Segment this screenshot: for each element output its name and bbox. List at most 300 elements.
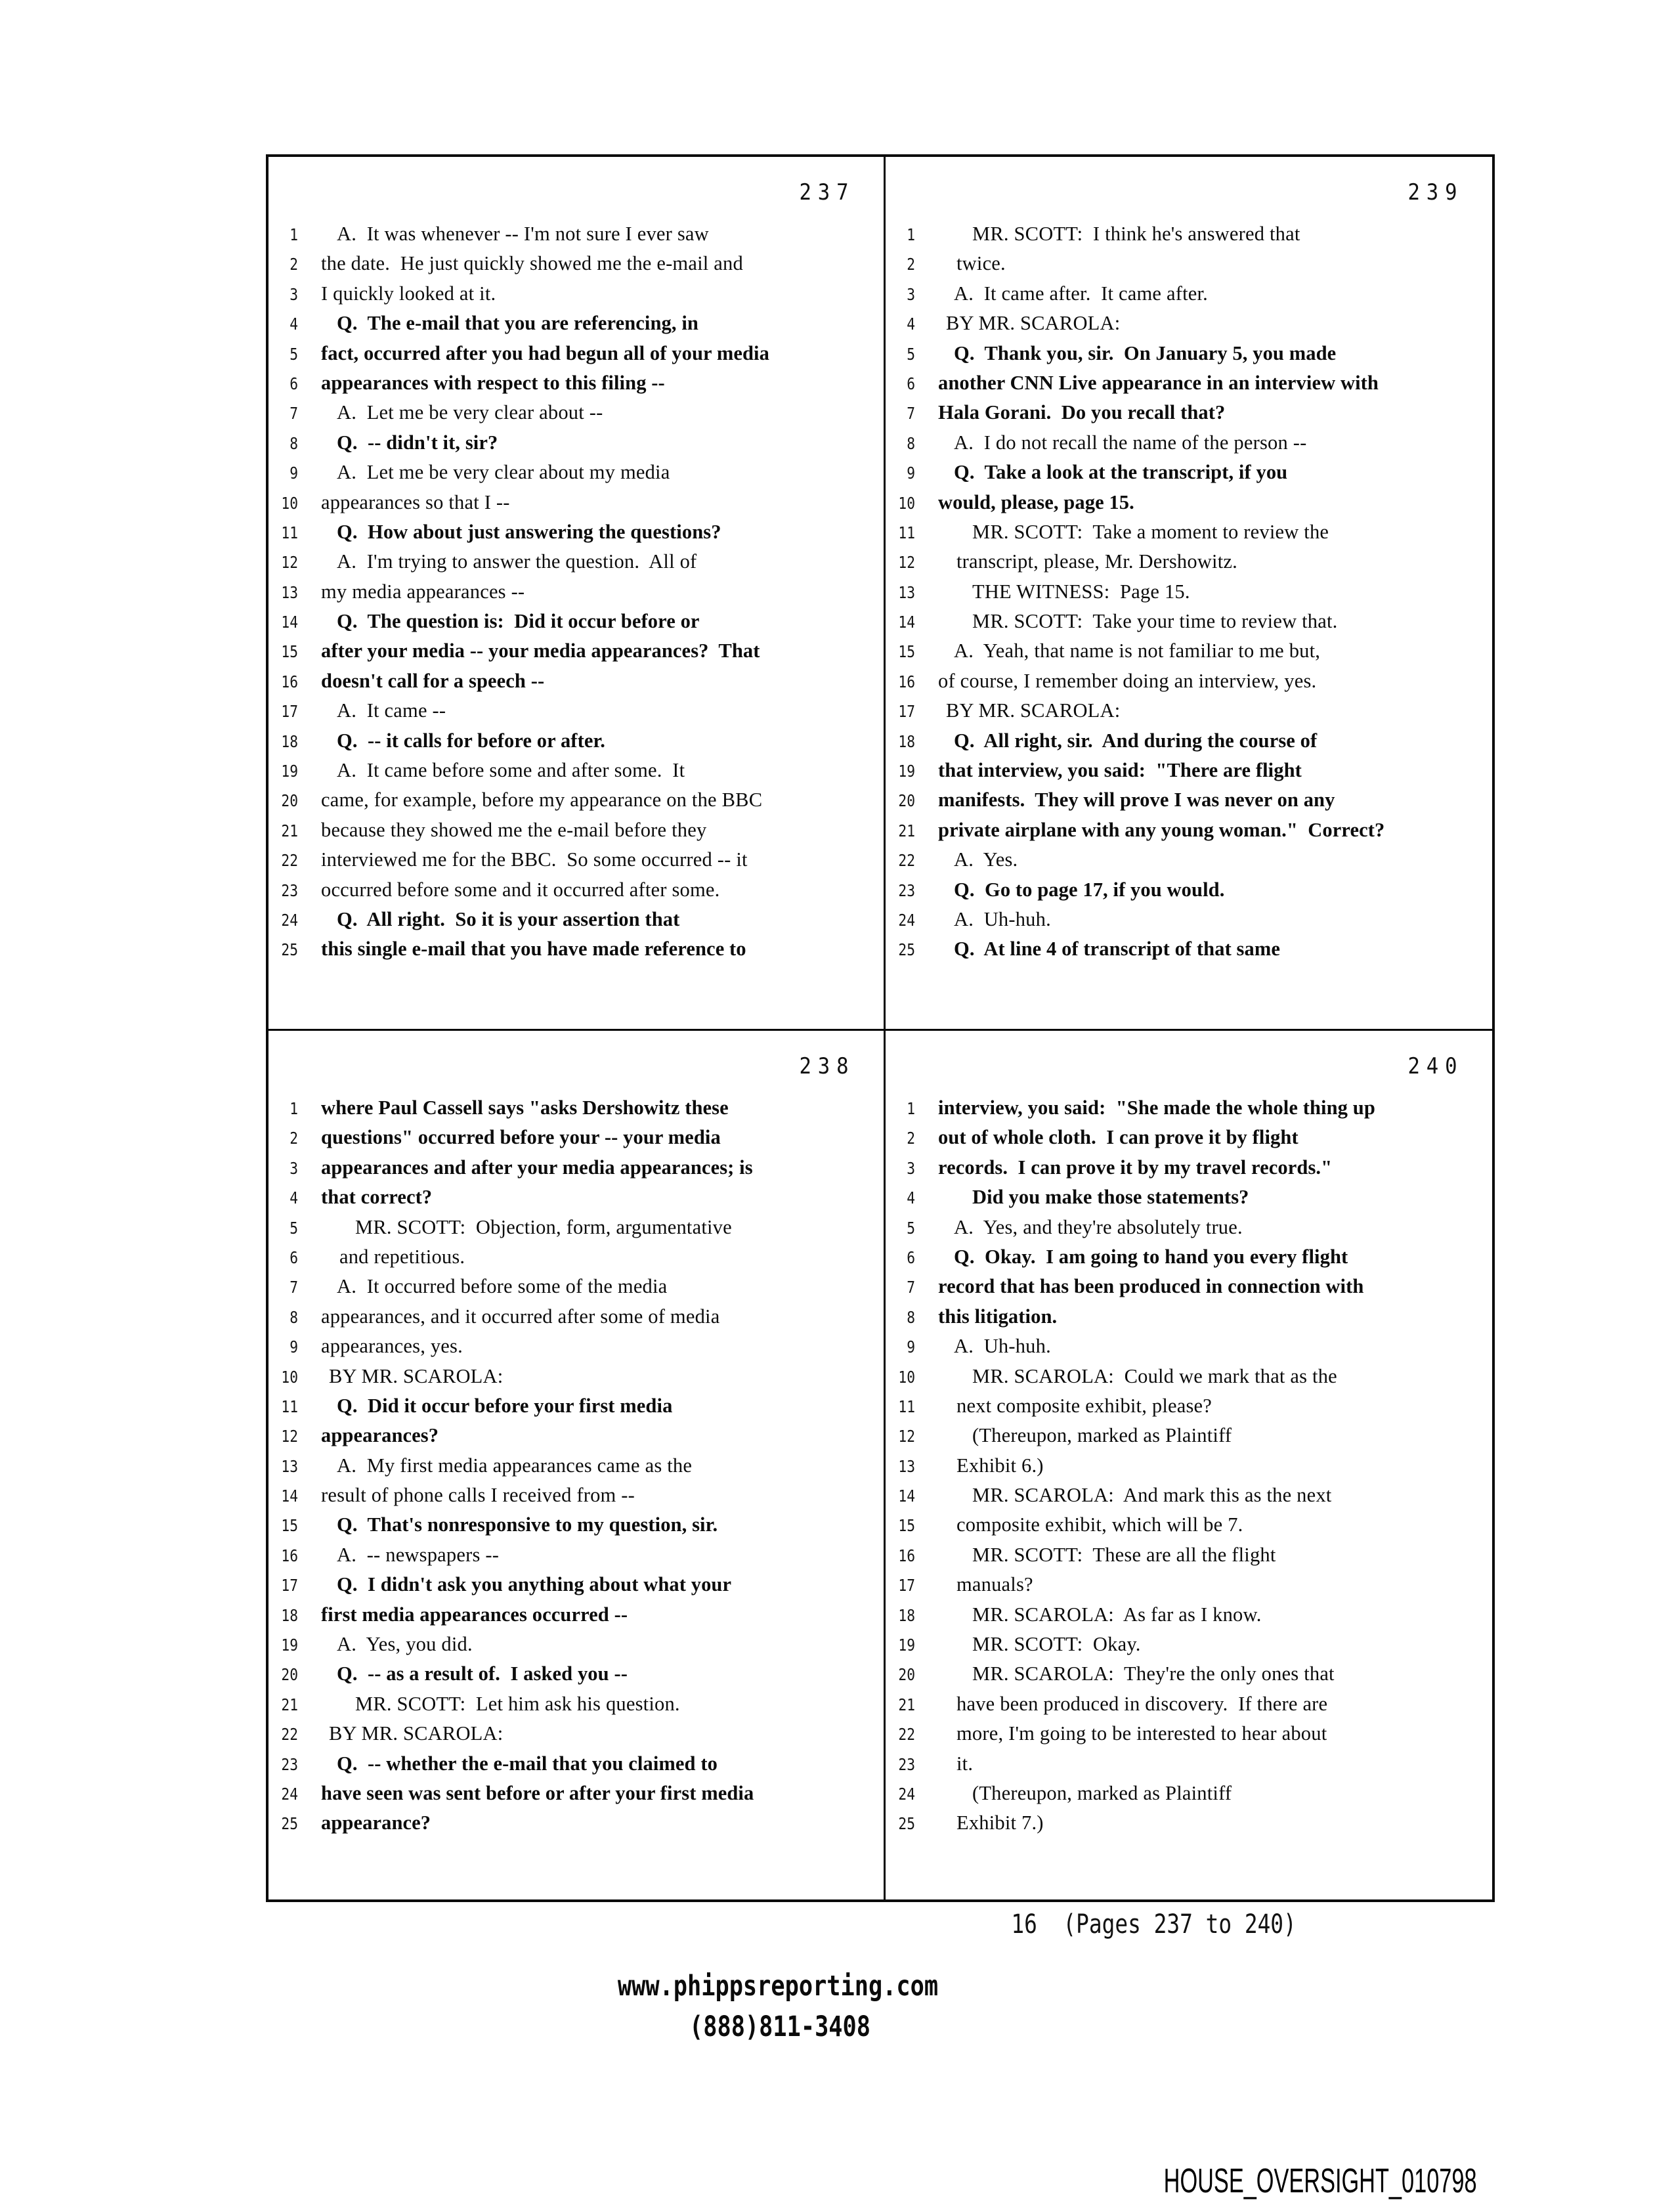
transcript-line — [886, 785, 1488, 815]
line-number: 4 — [290, 314, 298, 334]
line-number: 22 — [281, 1725, 298, 1745]
line-number: 14 — [281, 1486, 298, 1506]
line-number: 15 — [898, 1516, 915, 1536]
transcript-line — [886, 636, 1488, 666]
line-text: Q. -- as a result of. I asked you -- — [337, 1662, 628, 1685]
line-text: appearances, yes. — [321, 1335, 463, 1358]
line-text: private airplane with any young woman." Correct? — [938, 818, 1385, 841]
line-text: twice. — [956, 252, 1006, 275]
line-number: 11 — [281, 1397, 298, 1416]
transcript-line — [886, 666, 1488, 696]
line-text: A. Yeah, that name is not familiar to me but, — [954, 640, 1321, 662]
line-number: 14 — [898, 613, 915, 632]
line-text: have been produced in discovery. If there are — [956, 1692, 1328, 1715]
transcript-line — [886, 1213, 1488, 1242]
line-text: A. -- newspapers -- — [337, 1543, 500, 1566]
line-number: 18 — [898, 731, 915, 751]
line-number: 5 — [290, 1218, 298, 1238]
transcript-line — [886, 1659, 1488, 1689]
transcript-line — [268, 1779, 880, 1808]
line-text: Exhibit 7.) — [956, 1811, 1044, 1834]
line-text: manuals? — [956, 1573, 1033, 1596]
transcript-line — [886, 1272, 1488, 1301]
line-number: 12 — [281, 553, 298, 573]
line-number: 16 — [898, 1546, 915, 1565]
transcript-line — [268, 1719, 880, 1748]
line-number: 17 — [898, 702, 915, 722]
line-number: 10 — [281, 493, 298, 513]
line-number: 16 — [281, 1546, 298, 1565]
line-number: 25 — [281, 940, 298, 960]
transcript-line — [268, 1391, 880, 1421]
transcript-line — [268, 1213, 880, 1242]
bates-number: HOUSE_OVERSIGHT_010798 — [1164, 2162, 1477, 2200]
line-number: 6 — [290, 1247, 298, 1267]
page-number: 238 — [799, 1053, 855, 1079]
line-number: 5 — [907, 344, 915, 364]
line-number: 21 — [281, 1695, 298, 1714]
transcript-line — [886, 1242, 1488, 1272]
line-text: Q. The question is: Did it occur before or — [337, 610, 700, 633]
transcript-line — [886, 1570, 1488, 1599]
transcript-line — [268, 845, 880, 875]
line-number: 4 — [290, 1188, 298, 1208]
line-number: 15 — [281, 1516, 298, 1536]
transcript-line — [886, 398, 1488, 427]
line-text: A. It was whenever -- I'm not sure I ever saw — [337, 223, 709, 245]
line-text: my media appearances -- — [321, 580, 525, 603]
line-text: Q. -- it calls for before or after. — [337, 729, 606, 752]
line-text: appearances, and it occurred after some of media — [321, 1305, 720, 1328]
line-text: A. Yes, you did. — [337, 1633, 473, 1656]
transcript-line — [268, 219, 880, 249]
transcript-line — [268, 339, 880, 368]
line-number: 13 — [281, 582, 298, 602]
line-text: Hala Gorani. Do you recall that? — [938, 401, 1226, 424]
line-text: have seen was sent before or after your first media — [321, 1781, 754, 1804]
line-number: 6 — [907, 374, 915, 393]
transcript-line — [268, 666, 880, 696]
line-number: 17 — [281, 702, 298, 722]
line-text: A. Let me be very clear about my media — [337, 461, 670, 484]
line-number: 11 — [898, 1397, 915, 1416]
transcript-line — [886, 1749, 1488, 1779]
transcript-line — [268, 905, 880, 934]
line-text: THE WITNESS: Page 15. — [972, 580, 1190, 603]
transcript-line — [268, 1153, 880, 1182]
line-number: 7 — [290, 404, 298, 423]
line-text: A. It came before some and after some. It — [337, 759, 685, 782]
line-number: 21 — [281, 821, 298, 840]
line-number: 22 — [281, 851, 298, 871]
line-number: 8 — [290, 1307, 298, 1327]
transcript-line — [886, 1719, 1488, 1748]
line-text: came, for example, before my appearance on the BBC — [321, 789, 763, 812]
line-number: 19 — [898, 1636, 915, 1655]
line-text: MR. SCAROLA: Could we mark that as the — [972, 1364, 1337, 1387]
line-number: 3 — [290, 1158, 298, 1178]
transcript-line — [886, 577, 1488, 607]
line-number: 1 — [907, 1099, 915, 1118]
line-number: 24 — [281, 1784, 298, 1804]
line-text: Q. How about just answering the questions? — [337, 520, 721, 543]
line-number: 20 — [281, 791, 298, 811]
transcript-line — [886, 339, 1488, 368]
line-number: 3 — [907, 284, 915, 304]
line-text: fact, occurred after you had begun all of your media — [321, 341, 769, 364]
page-number: 239 — [1407, 179, 1463, 206]
line-text: A. Yes, and they're absolutely true. — [954, 1215, 1243, 1238]
transcript-line — [886, 1093, 1488, 1123]
line-text: records. I can prove it by my travel records." — [938, 1156, 1333, 1179]
transcript-line — [268, 1123, 880, 1152]
transcript-line — [886, 1630, 1488, 1659]
line-text: BY MR. SCAROLA: — [329, 1722, 504, 1745]
transcript-line — [886, 1451, 1488, 1481]
line-text: Q. All right. So it is your assertion that — [337, 907, 680, 930]
line-text: MR. SCAROLA: As far as I know. — [972, 1603, 1262, 1626]
line-text: occurred before some and it occurred after some. — [321, 878, 720, 901]
line-number: 4 — [907, 314, 915, 334]
transcript-line — [886, 1302, 1488, 1332]
transcript-line — [268, 934, 880, 964]
line-number: 21 — [898, 1695, 915, 1714]
line-number: 10 — [898, 493, 915, 513]
line-number: 16 — [281, 672, 298, 691]
line-number: 8 — [907, 433, 915, 453]
transcript-line — [886, 517, 1488, 547]
line-number: 9 — [907, 1337, 915, 1357]
line-number: 2 — [290, 1129, 298, 1148]
line-number: 25 — [281, 1814, 298, 1834]
line-text: because they showed me the e-mail before they — [321, 818, 707, 841]
line-number: 23 — [898, 1754, 915, 1774]
transcript-line — [268, 607, 880, 636]
line-number: 22 — [898, 1725, 915, 1745]
transcript-line — [886, 607, 1488, 636]
line-number: 9 — [907, 464, 915, 483]
transcript-line — [886, 1332, 1488, 1361]
line-number: 25 — [898, 1814, 915, 1834]
transcript-line — [268, 488, 880, 517]
line-number: 11 — [281, 523, 298, 542]
line-text: Q. Okay. I am going to hand you every flight — [954, 1245, 1348, 1268]
line-text: result of phone calls I received from -- — [321, 1484, 635, 1507]
line-number: 13 — [898, 582, 915, 602]
line-number: 3 — [907, 1158, 915, 1178]
line-text: A. It occurred before some of the media — [337, 1275, 668, 1298]
transcript-line — [268, 398, 880, 427]
line-text: MR. SCOTT: I think he's answered that — [972, 223, 1300, 245]
transcript-line — [268, 428, 880, 458]
line-number: 11 — [898, 523, 915, 542]
line-number: 10 — [898, 1367, 915, 1387]
line-number: 2 — [290, 255, 298, 274]
line-text: Q. Go to page 17, if you would. — [954, 878, 1225, 901]
line-number: 18 — [281, 1605, 298, 1625]
line-text: appearances? — [321, 1424, 439, 1447]
line-text: where Paul Cassell says "asks Dershowitz these — [321, 1096, 729, 1119]
line-number: 6 — [907, 1247, 915, 1267]
transcript-line — [268, 1182, 880, 1212]
line-text: next composite exhibit, please? — [956, 1394, 1213, 1417]
line-number: 14 — [898, 1486, 915, 1506]
line-text: the date. He just quickly showed me the e-mail and — [321, 252, 743, 275]
line-number: 25 — [898, 940, 915, 960]
transcript-line — [268, 696, 880, 726]
transcript-line — [268, 815, 880, 845]
transcript-line — [886, 1421, 1488, 1450]
transcript-line — [886, 428, 1488, 458]
line-text: that correct? — [321, 1186, 433, 1209]
line-text: A. Uh-huh. — [954, 1335, 1051, 1358]
transcript-line — [886, 309, 1488, 338]
transcript-line — [268, 785, 880, 815]
transcript-line — [886, 845, 1488, 875]
line-text: doesn't call for a speech -- — [321, 669, 545, 692]
line-text: MR. SCOTT: Okay. — [972, 1633, 1141, 1656]
line-text: composite exhibit, which will be 7. — [956, 1513, 1243, 1536]
line-text: A. It came -- — [337, 699, 446, 722]
line-text: MR. SCOTT: Objection, form, argumentative — [355, 1215, 732, 1238]
line-number: 20 — [281, 1665, 298, 1685]
line-text: Did you make those statements? — [972, 1186, 1249, 1209]
line-text: appearances and after your media appearances; is — [321, 1156, 753, 1179]
line-number: 24 — [281, 910, 298, 930]
transcript-line — [886, 756, 1488, 785]
transcript-line — [268, 517, 880, 547]
line-number: 7 — [290, 1278, 298, 1297]
transcript-page-240 — [886, 1031, 1492, 1899]
line-number: 19 — [281, 1636, 298, 1655]
line-text: A. I'm trying to answer the question. All of — [337, 550, 697, 573]
line-number: 13 — [898, 1456, 915, 1476]
transcript-page-239 — [886, 157, 1492, 1029]
line-number: 9 — [290, 464, 298, 483]
line-text: appearances with respect to this filing -- — [321, 371, 665, 394]
line-number: 16 — [898, 672, 915, 691]
transcript-line — [268, 1481, 880, 1510]
transcript-line — [268, 875, 880, 905]
line-number: 8 — [290, 433, 298, 453]
line-number: 18 — [898, 1605, 915, 1625]
transcript-line — [886, 1391, 1488, 1421]
transcript-line — [886, 1808, 1488, 1838]
line-number: 17 — [281, 1576, 298, 1595]
line-number: 14 — [281, 613, 298, 632]
transcript-line — [886, 875, 1488, 905]
line-text: more, I'm going to be interested to hear about — [956, 1722, 1327, 1745]
line-text: MR. SCOTT: Take your time to review that. — [972, 610, 1338, 633]
line-text: Q. Thank you, sir. On January 5, you made — [954, 341, 1337, 364]
line-text: manifests. They will prove I was never on any — [938, 789, 1335, 812]
line-number: 24 — [898, 1784, 915, 1804]
line-text: Q. At line 4 of transcript of that same — [954, 938, 1281, 961]
transcript-line — [268, 1302, 880, 1332]
line-number: 23 — [281, 1754, 298, 1774]
transcript-line — [268, 1570, 880, 1599]
line-number: 7 — [907, 404, 915, 423]
line-number: 13 — [281, 1456, 298, 1476]
line-text: Exhibit 6.) — [956, 1454, 1044, 1477]
line-number: 2 — [907, 255, 915, 274]
transcript-line — [886, 219, 1488, 249]
transcript-page-237 — [268, 157, 884, 1029]
line-text: MR. SCOTT: These are all the flight — [972, 1543, 1276, 1566]
transcript-line — [886, 934, 1488, 964]
transcript-line — [886, 458, 1488, 487]
line-text: record that has been produced in connection with — [938, 1275, 1364, 1298]
line-number: 1 — [290, 225, 298, 244]
line-text: another CNN Live appearance in an interview with — [938, 371, 1379, 394]
line-number: 3 — [290, 284, 298, 304]
transcript-line — [886, 1481, 1488, 1510]
line-text: Q. The e-mail that you are referencing, in — [337, 312, 698, 335]
line-number: 18 — [281, 731, 298, 751]
line-number: 17 — [898, 1576, 915, 1595]
transcript-lines — [886, 1093, 1488, 1838]
line-text: appearances so that I -- — [321, 490, 510, 513]
line-text: Q. -- whether the e-mail that you claimed to — [337, 1752, 718, 1775]
transcript-line — [886, 696, 1488, 726]
transcript-sheet — [266, 154, 1495, 1902]
transcript-line — [268, 726, 880, 756]
line-number: 8 — [907, 1307, 915, 1327]
transcript-line — [268, 368, 880, 398]
reporting-phone: (888)811-3408 — [689, 2010, 870, 2043]
transcript-line — [268, 1749, 880, 1779]
transcript-line — [268, 1332, 880, 1361]
transcript-lines — [268, 1093, 880, 1838]
transcript-line — [268, 1510, 880, 1540]
line-number: 22 — [898, 851, 915, 871]
transcript-line — [886, 1540, 1488, 1570]
transcript-line — [268, 577, 880, 607]
line-text: A. I do not recall the name of the person -- — [954, 431, 1307, 454]
line-text: MR. SCOTT: Let him ask his question. — [355, 1692, 680, 1715]
transcript-lines — [268, 219, 880, 965]
line-number: 15 — [898, 642, 915, 662]
line-text: Q. All right, sir. And during the course of — [954, 729, 1318, 752]
line-text: BY MR. SCAROLA: — [946, 312, 1121, 335]
transcript-line — [268, 1451, 880, 1481]
transcript-line — [886, 368, 1488, 398]
line-number: 19 — [281, 762, 298, 781]
transcript-line — [886, 905, 1488, 934]
line-text: appearance? — [321, 1811, 431, 1834]
line-text: it. — [956, 1752, 974, 1775]
line-number: 1 — [907, 225, 915, 244]
transcript-line — [268, 1272, 880, 1301]
transcript-line — [886, 279, 1488, 309]
line-text: of course, I remember doing an interview, yes. — [938, 669, 1317, 692]
line-text: BY MR. SCAROLA: — [329, 1364, 504, 1387]
transcript-line — [268, 458, 880, 487]
line-text: Q. -- didn't it, sir? — [337, 431, 498, 454]
line-text: transcript, please, Mr. Dershowitz. — [956, 550, 1237, 573]
line-number: 12 — [281, 1427, 298, 1446]
line-text: this single e-mail that you have made reference to — [321, 938, 746, 961]
transcript-line — [886, 1779, 1488, 1808]
transcript-line — [268, 249, 880, 278]
transcript-line — [268, 1659, 880, 1689]
line-number: 5 — [907, 1218, 915, 1238]
line-text: A. My first media appearances came as the — [337, 1454, 693, 1477]
line-number: 23 — [898, 880, 915, 900]
transcript-line — [886, 1600, 1488, 1630]
transcript-line — [268, 279, 880, 309]
line-text: I quickly looked at it. — [321, 282, 496, 305]
line-text: MR. SCAROLA: They're the only ones that — [972, 1662, 1335, 1685]
line-text: out of whole cloth. I can prove it by flight — [938, 1126, 1298, 1149]
line-text: MR. SCOTT: Take a moment to review the — [972, 520, 1329, 543]
line-text: Q. I didn't ask you anything about what your — [337, 1573, 732, 1596]
line-text: first media appearances occurred -- — [321, 1603, 628, 1626]
line-number: 21 — [898, 821, 915, 840]
transcript-line — [268, 1421, 880, 1450]
line-text: A. Let me be very clear about -- — [337, 401, 603, 424]
transcript-line — [268, 1540, 880, 1570]
line-text: that interview, you said: "There are flight — [938, 759, 1302, 782]
transcript-line — [268, 1808, 880, 1838]
line-text: after your media -- your media appearances? That — [321, 640, 760, 662]
transcript-line — [268, 1093, 880, 1123]
transcript-lines — [886, 219, 1488, 965]
transcript-line — [886, 1362, 1488, 1391]
line-number: 20 — [898, 791, 915, 811]
transcript-line — [268, 309, 880, 338]
transcript-line — [886, 249, 1488, 278]
transcript-line — [886, 726, 1488, 756]
line-text: questions" occurred before your -- your media — [321, 1126, 721, 1149]
transcript-line — [886, 1689, 1488, 1719]
line-number: 1 — [290, 1099, 298, 1118]
transcript-line — [886, 1153, 1488, 1182]
line-text: Q. Did it occur before your first media — [337, 1394, 673, 1417]
line-number: 4 — [907, 1188, 915, 1208]
transcript-line — [886, 815, 1488, 845]
line-number: 10 — [281, 1367, 298, 1387]
transcript-line — [268, 1689, 880, 1719]
line-number: 9 — [290, 1337, 298, 1357]
reporting-website: www.phippsreporting.com — [617, 1970, 939, 2003]
line-text: A. Uh-huh. — [954, 907, 1051, 930]
page-range-label: 16 (Pages 237 to 240) — [1011, 1909, 1297, 1940]
line-number: 15 — [281, 642, 298, 662]
transcript-line — [886, 1510, 1488, 1540]
line-text: this litigation. — [938, 1305, 1058, 1328]
transcript-line — [268, 1362, 880, 1391]
line-text: (Thereupon, marked as Plaintiff — [972, 1424, 1232, 1447]
line-number: 19 — [898, 762, 915, 781]
transcript-line — [886, 547, 1488, 576]
line-text: MR. SCAROLA: And mark this as the next — [972, 1484, 1332, 1507]
page-number: 240 — [1407, 1053, 1463, 1079]
transcript-line — [268, 1630, 880, 1659]
line-number: 23 — [281, 880, 298, 900]
line-text: Q. That's nonresponsive to my question, sir. — [337, 1513, 718, 1536]
transcript-line — [886, 1182, 1488, 1212]
line-text: Q. Take a look at the transcript, if you — [954, 461, 1288, 484]
line-text: and repetitious. — [339, 1245, 465, 1268]
line-number: 2 — [907, 1129, 915, 1148]
line-number: 5 — [290, 344, 298, 364]
line-text: (Thereupon, marked as Plaintiff — [972, 1781, 1232, 1804]
line-text: A. It came after. It came after. — [954, 282, 1208, 305]
line-number: 24 — [898, 910, 915, 930]
transcript-line — [886, 1123, 1488, 1152]
line-number: 20 — [898, 1665, 915, 1685]
